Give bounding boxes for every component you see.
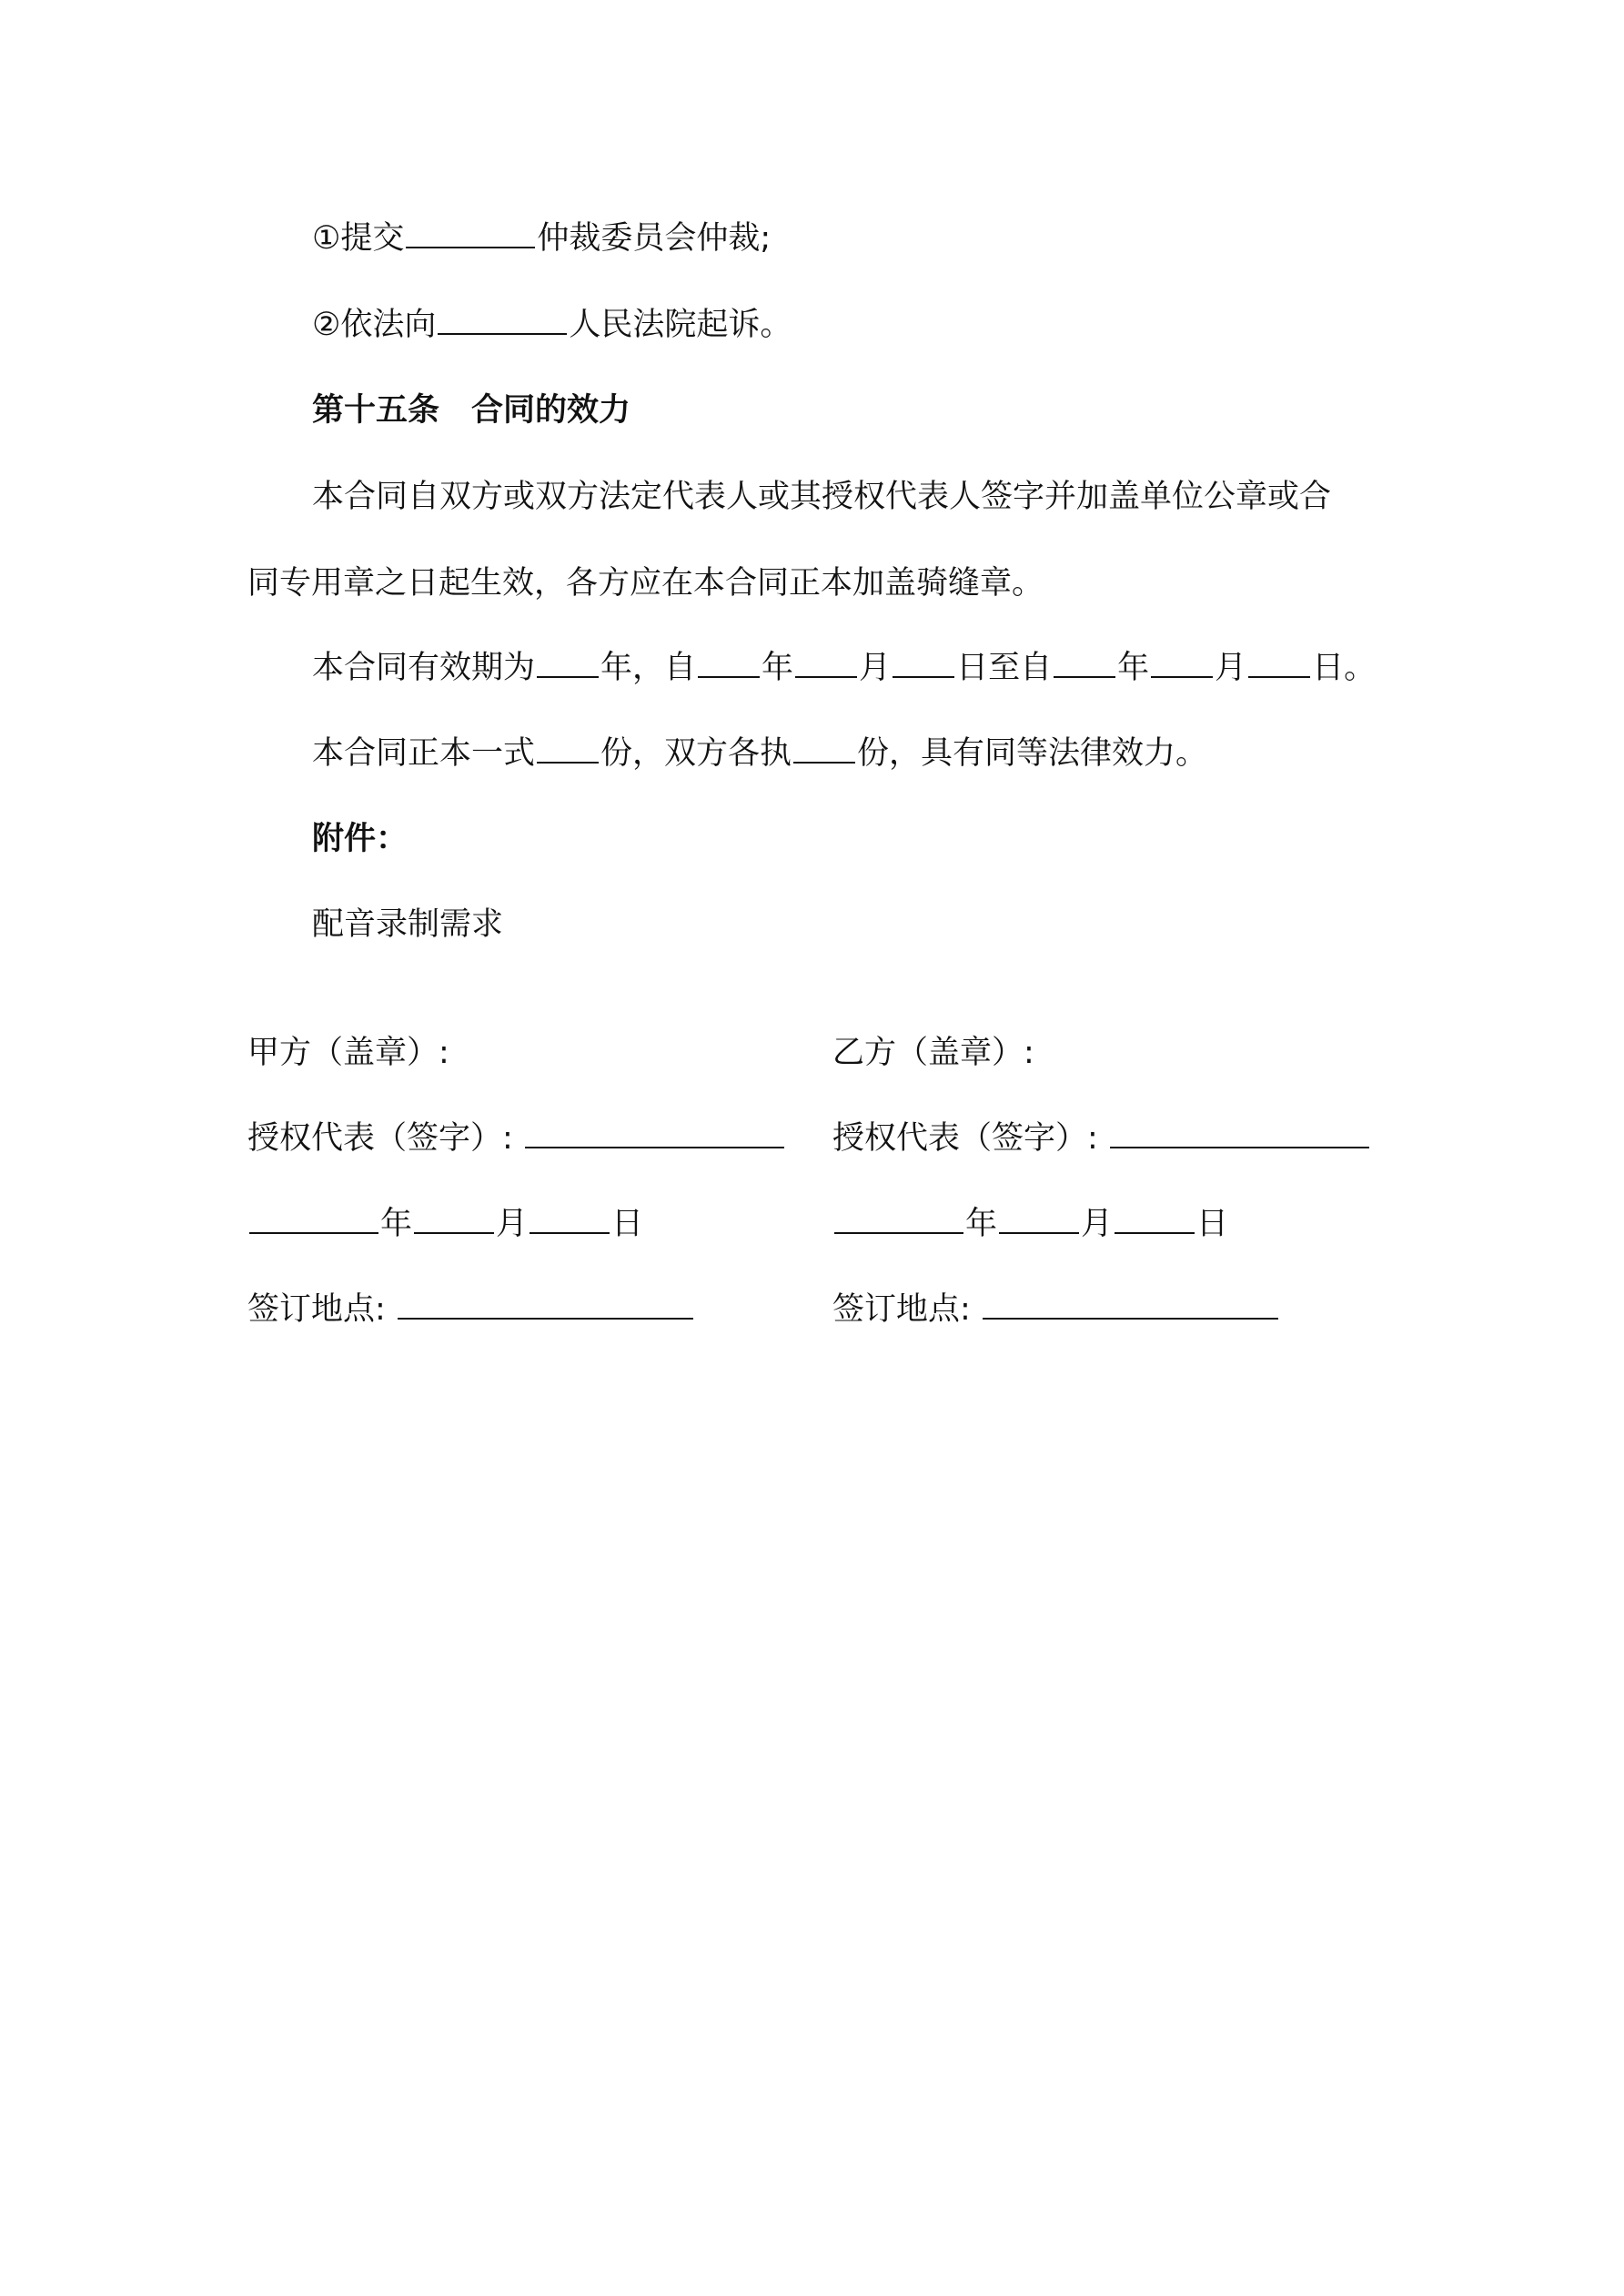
- party-a-day-blank[interactable]: [530, 1205, 610, 1234]
- copies-line: 本合同正本一式 份，双方各执 份，具有同等法律效力。: [312, 735, 1208, 772]
- party-a-date: 年 月 日: [247, 1204, 643, 1244]
- party-a-place: 签订地点:: [247, 1290, 695, 1330]
- attachment-heading: 附件：: [312, 821, 409, 857]
- effectiveness-paragraph-line-2: 同专用章之日起生效，各方应在本合同正本加盖骑缝章。: [247, 565, 1044, 602]
- end-day-blank[interactable]: [1248, 649, 1310, 678]
- start-day-blank[interactable]: [893, 649, 954, 678]
- party-a-signature-blank[interactable]: [525, 1119, 784, 1148]
- party-b-day-blank[interactable]: [1115, 1205, 1195, 1234]
- effectiveness-paragraph-line-1: 本合同自双方或双方法定代表人或其授权代表人签字并加盖单位公章或合: [312, 479, 1332, 515]
- copies-total-blank[interactable]: [537, 734, 599, 764]
- arbitration-body-blank[interactable]: [406, 219, 535, 248]
- party-b-year-blank[interactable]: [834, 1205, 963, 1234]
- copies-each-blank[interactable]: [793, 734, 855, 764]
- article-15-heading: 第十五条 合同的效力: [312, 392, 631, 429]
- start-month-blank[interactable]: [795, 649, 857, 678]
- party-b-seal-label: 乙方（盖章）:: [832, 1035, 1034, 1071]
- attachment-item: 配音录制需求: [312, 906, 504, 943]
- start-year-blank[interactable]: [698, 649, 760, 678]
- party-b-place-blank[interactable]: [983, 1290, 1278, 1320]
- court-name-blank[interactable]: [438, 306, 567, 335]
- party-b-auth-rep: 授权代表（签字）:: [832, 1118, 1371, 1158]
- party-b-signature-blank[interactable]: [1110, 1119, 1369, 1148]
- arbitration-item-1: ①提交 仲裁委员会仲裁;: [312, 220, 772, 257]
- party-a-auth-rep: 授权代表（签字）:: [247, 1118, 786, 1158]
- party-a-month-blank[interactable]: [414, 1205, 494, 1234]
- end-year-blank[interactable]: [1054, 649, 1115, 678]
- party-b-date: 年 月 日: [832, 1204, 1228, 1244]
- party-a-year-blank[interactable]: [249, 1205, 378, 1234]
- validity-term-line: 本合同有效期为 年，自 年 月 日至自 年 月 日。: [312, 650, 1377, 686]
- party-a-seal-label: 甲方（盖章）:: [247, 1035, 449, 1071]
- party-b-month-blank[interactable]: [999, 1205, 1079, 1234]
- term-years-blank[interactable]: [537, 649, 599, 678]
- party-a-place-blank[interactable]: [398, 1290, 693, 1320]
- party-b-place: 签订地点:: [832, 1290, 1280, 1330]
- arbitration-item-2: ②依法向 人民法院起诉。: [312, 307, 792, 343]
- end-month-blank[interactable]: [1151, 649, 1213, 678]
